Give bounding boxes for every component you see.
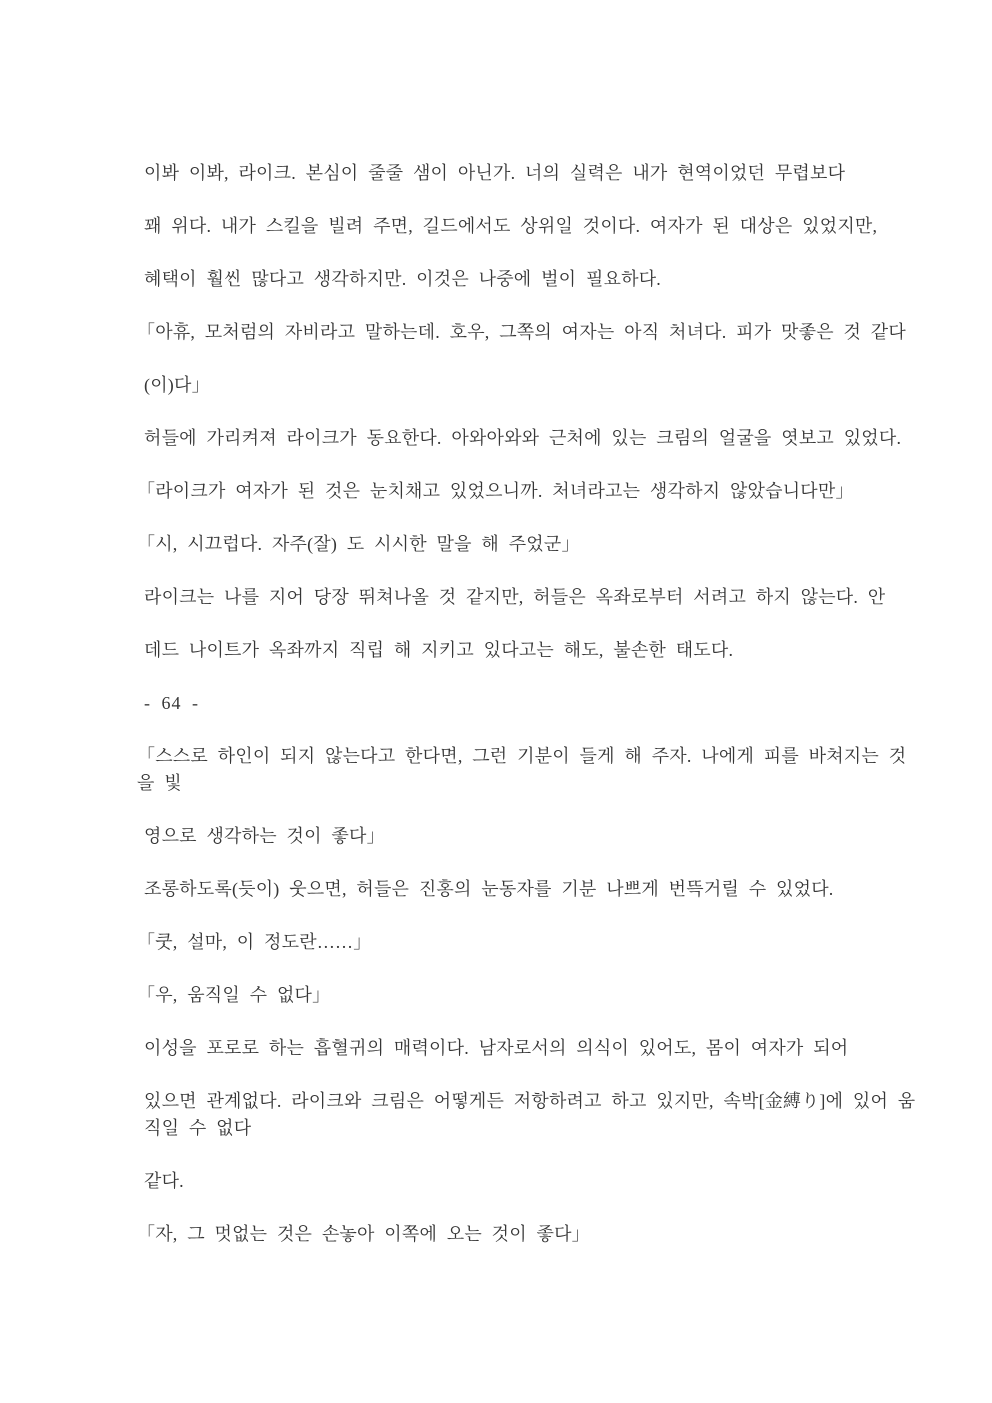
dialogue-paragraph xyxy=(137,319,906,346)
text-line: 「우, 움직일 수 없다」 xyxy=(137,985,331,1005)
dialogue-paragraph xyxy=(137,531,902,558)
narrative-paragraph xyxy=(144,1035,902,1062)
text-line: 같다. xyxy=(144,1171,184,1191)
narrative-paragraph xyxy=(144,160,902,187)
text-line: 허들에 가리켜져 라이크가 동요한다. 아와아와와 근처에 있는 크림의 얼굴을 엿보고 있었다. xyxy=(144,428,902,448)
text-line: 「아휴, 모처럼의 자비라고 말하는데. 호우, 그쪽의 여자는 아직 처녀다. 피가 맛좋은 것 같다 xyxy=(137,322,906,342)
text-line: 「스스로 하인이 되지 않는다고 한다면, 그런 기분이 들게 해 주자. 나에게 피를 바쳐지는 것 xyxy=(137,746,907,766)
dialogue-paragraph xyxy=(137,1221,902,1248)
text-line: 혜택이 훨씬 많다고 생각하지만. 이것은 나중에 벌이 필요하다. xyxy=(144,269,661,289)
narrative-paragraph xyxy=(144,637,902,664)
page-number-marker xyxy=(144,690,902,717)
text-line: 「라이크가 여자가 된 것은 눈치채고 있었으니까. 처녀라고는 생각하지 않았습니다만」 xyxy=(137,481,854,501)
text-line: 「자, 그 멋없는 것은 손놓아 이쪽에 오는 것이 좋다」 xyxy=(137,1224,590,1244)
narrative-paragraph xyxy=(144,876,902,903)
text-line: 라이크는 나를 지어 당장 뛰쳐나올 것 같지만, 허들은 옥좌로부터 서려고 하지 않는다. 안 xyxy=(144,587,886,607)
text-line: 조롱하도록(듯이) 웃으면, 허들은 진홍의 눈동자를 기분 나쁘게 번뜩거릴 수 있었다. xyxy=(144,879,834,899)
text-line: 이봐 이봐, 라이크. 본심이 줄줄 샘이 아닌가. 너의 실력은 내가 현역이었던 무렵보다 xyxy=(144,163,846,183)
narrative-paragraph xyxy=(144,213,902,240)
text-line: 데드 나이트가 옥좌까지 직립 해 지키고 있다고는 해도, 불손한 태도다. xyxy=(144,640,734,660)
text-line: (이)다」 xyxy=(144,375,210,395)
text-line: 「시, 시끄럽다. 자주(잘) 도 시시한 말을 해 주었군」 xyxy=(137,534,580,554)
dialogue-paragraph xyxy=(137,743,907,797)
dialogue-paragraph xyxy=(137,929,902,956)
text-line: 영으로 생각하는 것이 좋다」 xyxy=(144,826,385,846)
narrative-paragraph xyxy=(144,266,902,293)
text-line: 꽤 위다. 내가 스킬을 빌려 주면, 길드에서도 상위일 것이다. 여자가 된 대상은 있었지만, xyxy=(144,216,878,236)
narrative-paragraph xyxy=(144,1088,916,1142)
text-line: 을 빛 xyxy=(137,773,182,793)
narrative-paragraph xyxy=(144,425,902,452)
text-line: 있으면 관계없다. 라이크와 크림은 어떻게든 저항하려고 하고 있지만, 속박[金縛り]에 있어 움 xyxy=(144,1091,916,1111)
text-line: - 64 - xyxy=(144,693,199,713)
narrative-paragraph xyxy=(144,823,902,850)
text-line: 이성을 포로로 하는 흡혈귀의 매력이다. 남자로서의 의식이 있어도, 몸이 여자가 되어 xyxy=(144,1038,849,1058)
narrative-paragraph xyxy=(144,584,902,611)
narrative-paragraph xyxy=(144,372,902,399)
text-line: 직일 수 없다 xyxy=(144,1118,252,1138)
dialogue-paragraph xyxy=(137,982,902,1009)
dialogue-paragraph xyxy=(137,478,902,505)
text-line: 「쿳, 설마, 이 정도란……」 xyxy=(137,932,372,952)
narrative-paragraph xyxy=(144,1168,902,1195)
